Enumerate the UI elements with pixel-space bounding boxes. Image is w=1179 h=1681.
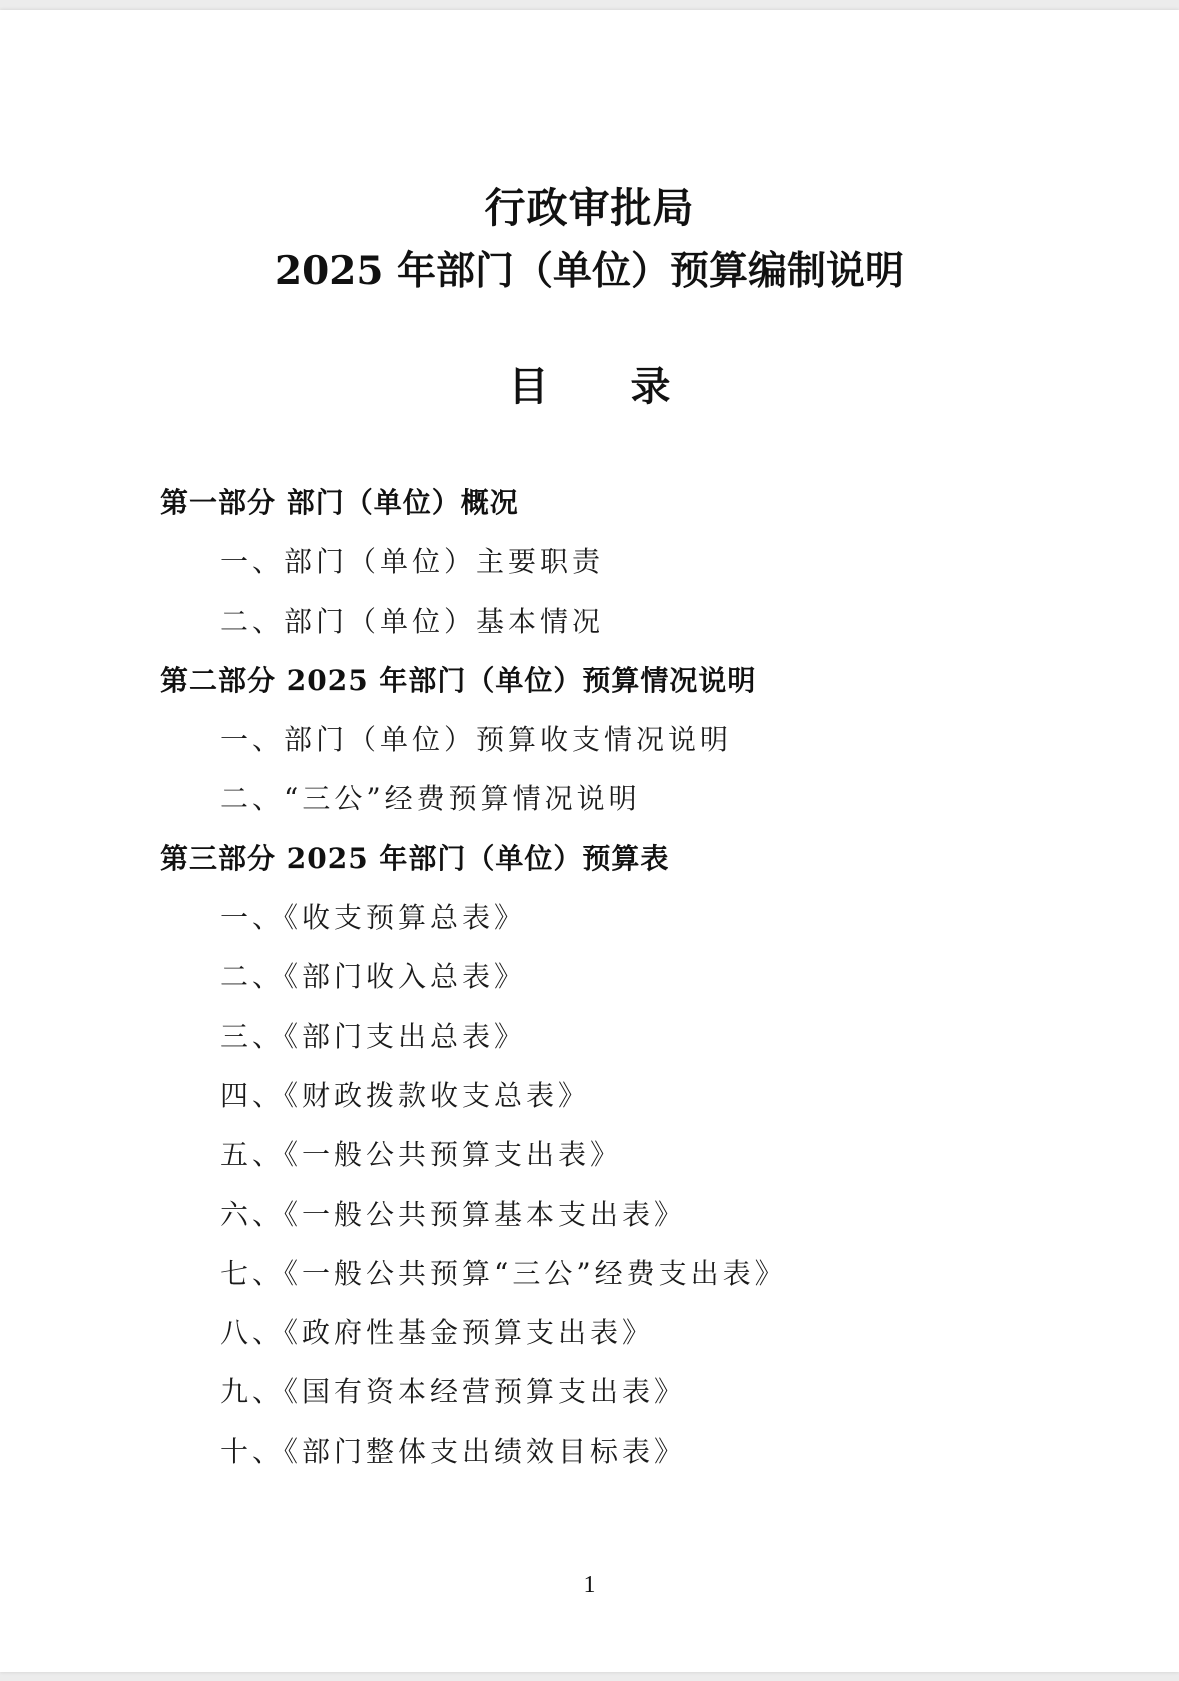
toc-entry: 第三部分 2025 年部门（单位）预算表 <box>160 841 670 875</box>
toc-entry: 五、《一般公共预算支出表》 <box>220 1138 623 1172</box>
table-of-contents <box>160 483 1060 1491</box>
document-page <box>0 10 1179 1672</box>
toc-entry: 二、《部门收入总表》 <box>220 960 527 994</box>
toc-entry: 第一部分 部门（单位）概况 <box>160 486 519 519</box>
toc-entry: 三、《部门支出总表》 <box>220 1019 527 1053</box>
toc-entry: 六、《一般公共预算基本支出表》 <box>220 1197 687 1231</box>
toc-entry: 九、《国有资本经营预算支出表》 <box>220 1375 687 1409</box>
toc-heading: 目 录 <box>508 363 705 410</box>
toc-entry: 一、部门（单位）预算收支情况说明 <box>220 723 733 757</box>
document-title: 行政审批局 <box>484 184 695 232</box>
toc-entry: 四、《财政拨款收支总表》 <box>220 1078 591 1112</box>
toc-entry: 七、《一般公共预算“三公”经费支出表》 <box>220 1256 787 1290</box>
toc-entry: 二、“三公”经费预算情况说明 <box>220 782 641 816</box>
toc-entry: 第二部分 2025 年部门（单位）预算情况说明 <box>160 663 757 697</box>
toc-entry: 八、《政府性基金预算支出表》 <box>220 1316 655 1350</box>
document-subtitle: 2025 年部门（单位）预算编制说明 <box>274 248 905 294</box>
toc-entry: 十、《部门整体支出绩效目标表》 <box>220 1434 687 1468</box>
toc-entry: 一、《收支预算总表》 <box>220 901 527 935</box>
toc-entry: 二、部门（单位）基本情况 <box>220 604 605 638</box>
toc-entry: 一、部门（单位）主要职责 <box>220 545 605 579</box>
page-number: 1 <box>583 1572 596 1598</box>
